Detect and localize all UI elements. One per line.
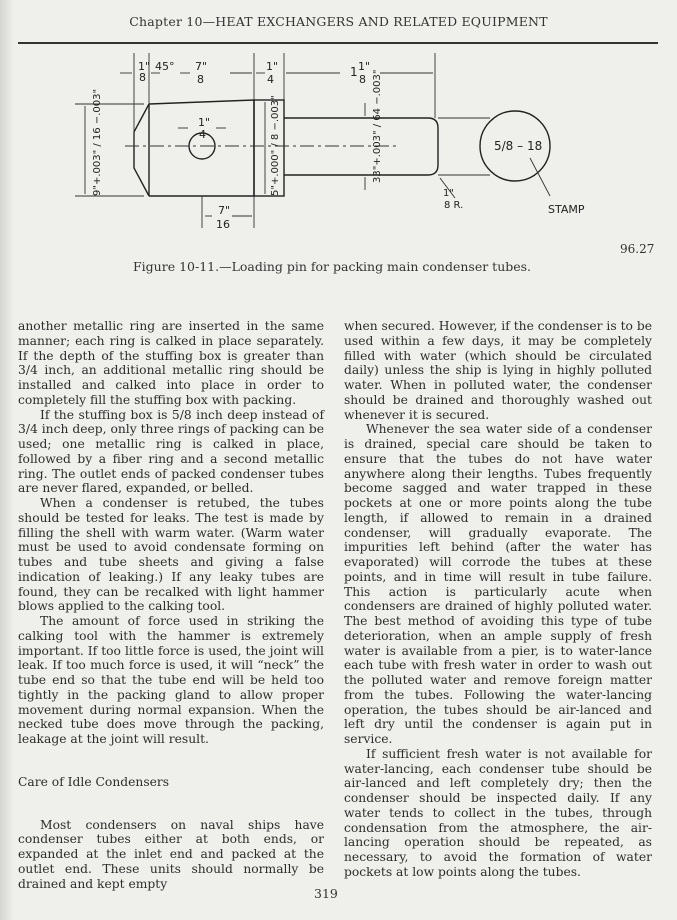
svg-text:8: 8 <box>139 71 146 84</box>
page-number: 319 <box>314 886 338 901</box>
svg-text:8: 8 <box>197 73 204 86</box>
dim-end-radius: 1" <box>443 188 454 199</box>
dim-body-diameter: 5"+.000" / 8 −.003" <box>270 95 281 196</box>
loading-pin-drawing <box>60 48 620 243</box>
dim-chamfer-length: 1" <box>138 60 151 73</box>
pin-shank-outline <box>284 118 438 175</box>
dim-nose-diameter: 9"+.003" / 16 −.003" <box>92 88 103 196</box>
figure-reference-number: 96.27 <box>620 242 655 256</box>
svg-text:8: 8 <box>359 73 366 86</box>
dim-shank-diameter: 33"+.003" / 64 −.003" <box>372 69 383 183</box>
paragraph: Most condensers on naval ships have condenser tubes either at both ends, or expanded at the inlet end and packed at the outlet end. These units should normally be drained and kept empty <box>18 817 324 891</box>
page-gutter-shadow <box>0 0 14 920</box>
stamp-text: 5/8 – 18 <box>494 139 543 153</box>
dim-hole-offset: 7" <box>218 204 231 217</box>
paragraph: Whenever the sea water side of a condenser is drained, special care should be taken to ensure that the tubes do not have water anywhere along their lengths. Tubes frequently become sagged and water trapped in these pockets at one or more points along the tube length, if allowed to remain in a drained condenser, will gradually evaporate. The impurities left behind (after the water has evaporated) will corrode the tubes at these points, and in time will result in tube failure. This action is particularly acute when condensers are drained of highly polluted water. The best method of avoiding this type of tube deterioration, when an ample supply of fresh water is available from a pier, is to water-lance each tube with fresh water in order to wash out the polluted water and remove foreign matter from the tubes. Following the water-lancing operation, the tubes should be air-lanced and left dry until the condenser is again put in service. <box>344 422 652 746</box>
stamp-label: STAMP <box>548 203 585 216</box>
figure-caption: Figure 10-11.—Loading pin for packing main condenser tubes. <box>133 259 532 274</box>
right-column <box>344 319 652 880</box>
svg-text:8 R.: 8 R. <box>444 200 464 211</box>
paragraph: The amount of force used in striking the calking tool with the hammer is extremely important. If too little force is used, the joint will leak. If too much force is used, it will “neck” the tube end so that the tube end will be held too tightly in the packing gland to allow proper movement during normal expansion. When the necked tube does move through the packing, leakage at the joint will result. <box>18 614 324 746</box>
paragraph: When a condenser is retubed, the tubes should be tested for leaks. The test is made by filling the shell with warm water. (Warm water must be used to avoid condensate forming on tubes and tube sheets and giving a false indication of leaking.) If any leaky tubes are found, they can be recalked with light hammer blows applied to the calking tool. <box>18 496 324 614</box>
pin-body-outline <box>149 100 254 196</box>
dim-shank-length: 1 <box>350 65 358 79</box>
svg-text:4: 4 <box>267 73 274 86</box>
left-column <box>18 319 324 891</box>
pin-nose-outline <box>134 104 149 196</box>
header-rule <box>18 42 658 44</box>
paragraph: If the stuffing box is 5/8 inch deep instead of 3/4 inch deep, only three rings of packing can be used; one metallic ring is calked in place, followed by a fiber ring and a second metallic ring. The outlet ends of packed condenser tubes are never flared, expanded, or belled. <box>18 407 324 496</box>
dim-hole-diameter: 1" <box>198 116 211 129</box>
dim-shoulder-length: 1" <box>266 60 279 73</box>
dim-chamfer-angle: 45° <box>155 60 175 73</box>
svg-text:1": 1" <box>358 60 371 73</box>
svg-text:16: 16 <box>216 218 230 231</box>
running-head: Chapter 10—HEAT EXCHANGERS AND RELATED EQUIPMENT <box>129 14 548 29</box>
dim-taper-length: 7" <box>195 60 208 73</box>
section-heading: Care of Idle Condensers <box>18 774 170 789</box>
svg-text:4: 4 <box>199 128 206 141</box>
figure-loading-pin <box>60 48 620 243</box>
paragraph: If sufficient fresh water is not available for water-lancing, each condenser tube should be air-lanced and left completely dry; then the condenser should be inspected daily. If any water tends to collect in the tubes, through condensation from the atmosphere, the air-lancing operation should be repeated, as necessary, to avoid the formation of water pockets at low points along the tubes. <box>344 746 652 879</box>
paragraph: when secured. However, if the condenser is to be used within a few days, it may be completely filled with water (which should be circulated daily) unless the ship is lying in highly polluted water. When in polluted water, the condenser should be drained and thoroughly washed out whenever it is secured. <box>344 319 652 422</box>
paragraph: another metallic ring are inserted in the same manner; each ring is calked in place separately. If the depth of the stuffing box is greater than 3/4 inch, an additional metallic ring should be installed and calked into place in order to completely fill the stuffing box with packing. <box>18 319 324 407</box>
